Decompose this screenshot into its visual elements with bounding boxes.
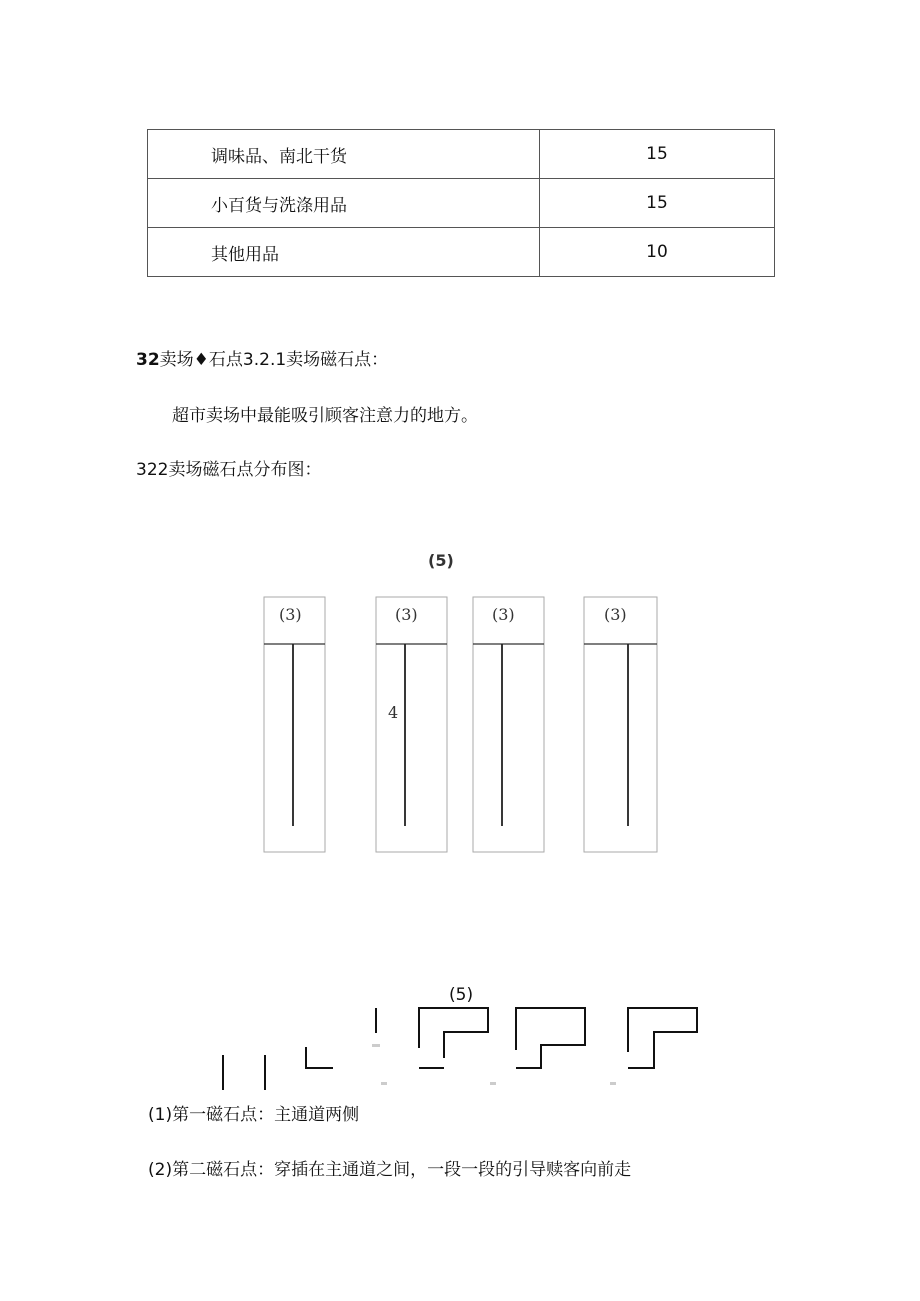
shelf-unit — [264, 597, 325, 852]
value-cell: 15 — [540, 179, 775, 228]
category-cell: 小百货与洗涤用品 — [148, 179, 540, 228]
diagram2-top-label: (5) — [449, 985, 474, 1005]
shelf-outline — [628, 1008, 697, 1068]
shelf-label: (3) — [395, 605, 418, 624]
shelf-label: (3) — [492, 605, 515, 624]
shelf-outline — [419, 1008, 488, 1058]
shelf-label: (3) — [279, 605, 302, 624]
section-number: 32 — [136, 350, 160, 370]
diagram-1 — [264, 597, 657, 852]
section-heading-text: 卖场♦石点3.2.1卖场磁石点： — [159, 350, 389, 370]
value-cell: 10 — [540, 228, 775, 277]
shelf-label: (3) — [604, 605, 627, 624]
note-first-magnet: (1)第一磁石点：主通道两侧 — [148, 1105, 360, 1125]
diagram-heading: 322卖场磁石点分布图： — [136, 460, 322, 480]
diagram-2-dots — [372, 1044, 616, 1085]
diagram1-top-label: (5) — [428, 551, 454, 570]
value-cell: 15 — [540, 130, 775, 179]
category-cell: 调味品、南北干货 — [148, 130, 540, 179]
shelf-unit — [584, 597, 657, 852]
aisle-label: 4 — [388, 703, 399, 722]
shelf-fragment — [306, 1047, 333, 1068]
diagram-2 — [223, 1008, 697, 1090]
category-cell: 其他用品 — [148, 228, 540, 277]
shelf-outline — [516, 1008, 585, 1068]
shelf-unit — [473, 597, 544, 852]
shelf-unit — [376, 597, 447, 852]
note-second-magnet: (2)第二磁石点：穿插在主通道之间，一段一段的引导赎客向前走 — [148, 1160, 632, 1180]
definition-text: 超市卖场中最能吸引顾客注意力的地方。 — [172, 406, 478, 426]
